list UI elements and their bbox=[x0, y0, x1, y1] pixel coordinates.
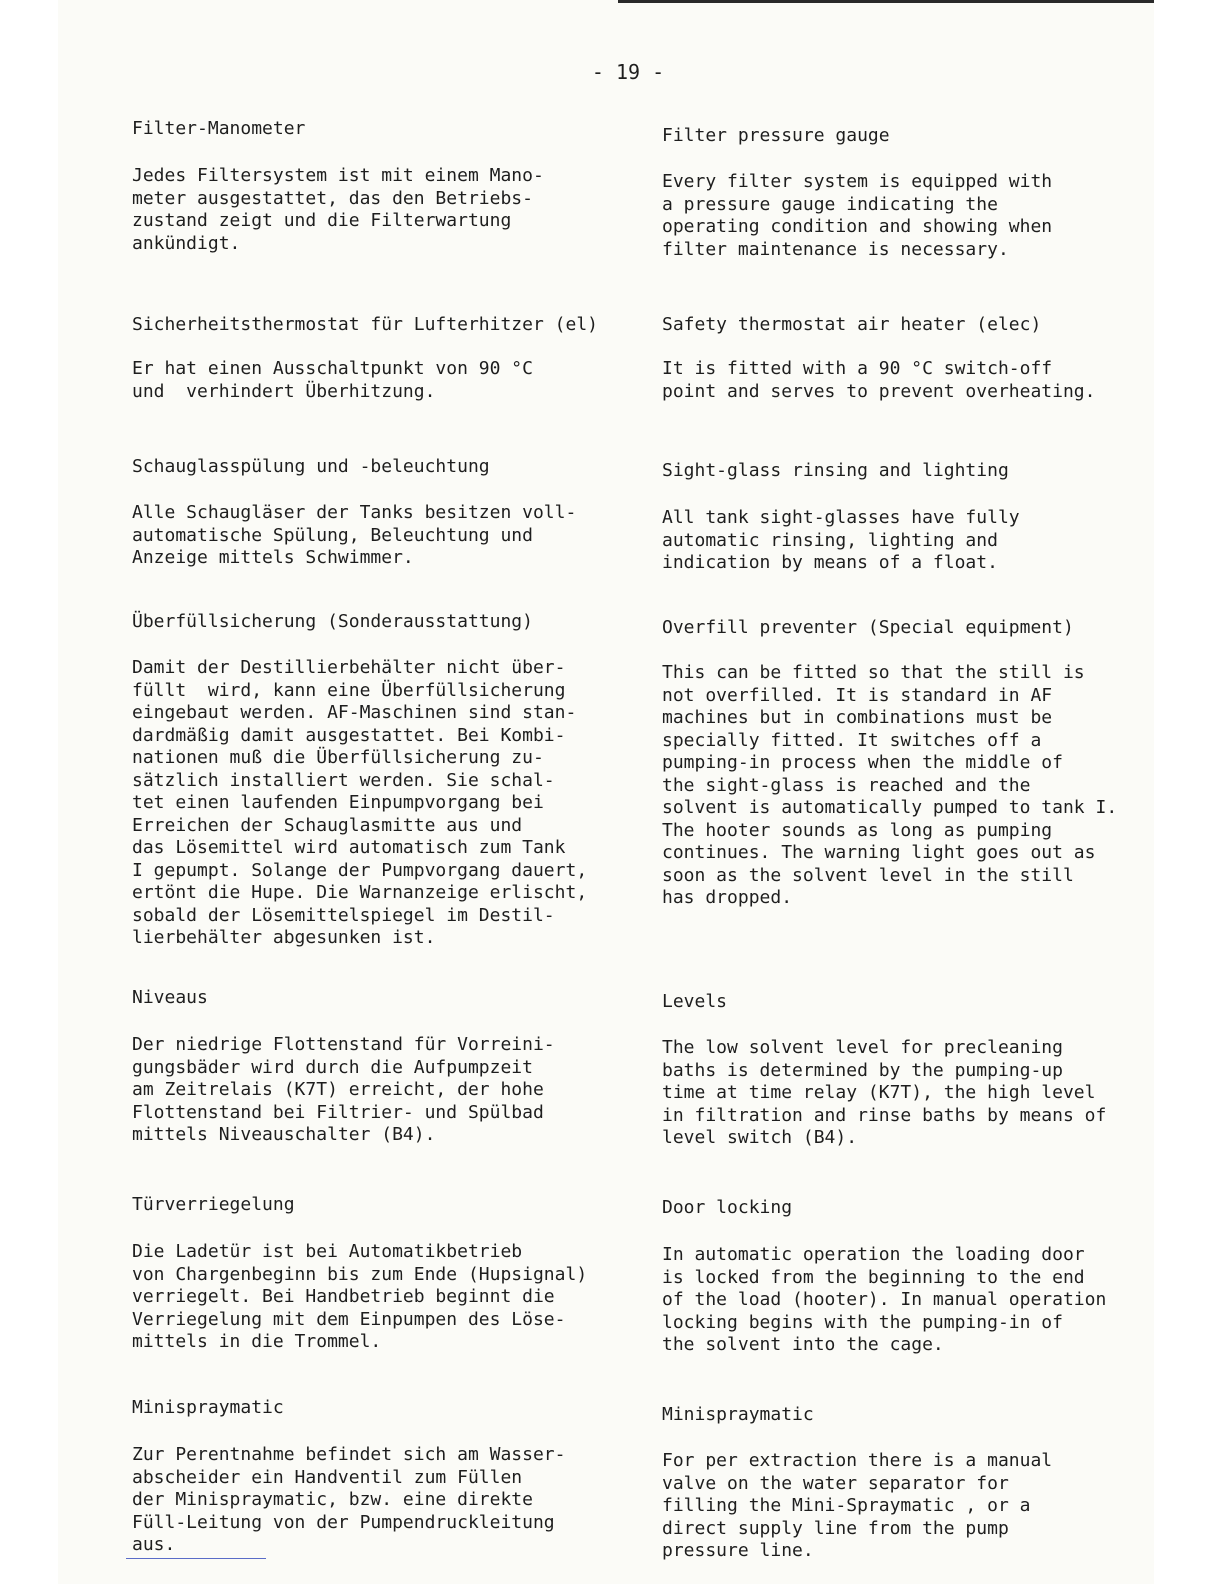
section-text-en: It is fitted with a 90 °C switch-off point and serves to prevent overheating. bbox=[662, 358, 1096, 402]
section-heading-en: Safety thermostat air heater (elec) bbox=[662, 314, 1042, 335]
section-text-en: Every filter system is equipped with a pressure gauge indicating the operating condition and showing when filter maintenance is necessary. bbox=[662, 171, 1053, 260]
scan-edge-line bbox=[618, 0, 1154, 3]
section-heading-en: Sight-glass rinsing and lighting bbox=[662, 460, 1009, 481]
section-text-de: Der niedrige Flottenstand für Vorreini- gungsbäder wird durch die Aufpumpzeit am Zeitrelais (K7T) erreicht, der hohe Flottenstand bei Filtrier- und Spülbad mittels Niveauschalter (B4). bbox=[132, 1034, 555, 1145]
section-heading-en: Overfill preventer (Special equipment) bbox=[662, 617, 1074, 638]
section-heading-de: Filter-Manometer bbox=[132, 118, 306, 139]
section-text-de: Die Ladetür ist bei Automatikbetrieb von Chargenbeginn bis zum Ende (Hupsignal) verriegelt. Bei Handbetrieb beginnt die Verriegelung mit dem Einpumpen des Löse- mittels in die Trommel. bbox=[132, 1241, 588, 1352]
scan-margin bbox=[0, 0, 58, 1584]
section-text-de: Zur Perentnahme befindet sich am Wasser- abscheider ein Handventil zum Füllen der Minispraymatic, bzw. eine direkte Füll-Leitung von der Pumpendruckleitung aus. bbox=[132, 1444, 566, 1555]
section-heading-en: Door locking bbox=[662, 1197, 793, 1218]
section-heading-de: Türverriegelung bbox=[132, 1194, 295, 1215]
section-text-en: The low solvent level for precleaning baths is determined by the pumping-up time at time relay (K7T), the high level in filtration and rinse baths by means of level switch (B4). bbox=[662, 1037, 1107, 1148]
section-heading-de: Minispraymatic bbox=[132, 1397, 284, 1418]
footer-rule bbox=[126, 1558, 266, 1559]
section-text-en: For per extraction there is a manual valve on the water separator for filling the Mini-Spraymatic , or a direct supply line from the pump pressure line. bbox=[662, 1450, 1053, 1561]
section-heading-de: Sicherheitsthermostat für Lufterhitzer (el) bbox=[132, 314, 598, 335]
section-text-en: In automatic operation the loading door is locked from the beginning to the end of the load (hooter). In manual operation locking begins with the pumping-in of the solvent into the cage. bbox=[662, 1244, 1107, 1355]
section-heading-de: Überfüllsicherung (Sonderausstattung) bbox=[132, 611, 533, 632]
section-heading-de: Niveaus bbox=[132, 987, 208, 1008]
section-heading-en: Minispraymatic bbox=[662, 1404, 814, 1425]
section-heading-en: Levels bbox=[662, 991, 728, 1012]
section-text-de: Damit der Destillierbehälter nicht über- füllt wird, kann eine Überfüllsicherung eingebaut werden. AF-Maschinen sind stan- dardmäßig damit ausgestattet. Bei Kombi- nationen muß die Überfüllsicherung zu- sätzlich installiert werden. Sie schal- tet einen laufenden Einpumpvorgang bei Erreichen der Schauglasmitte aus und das Lösemittel wird automatisch zum Tank I gepumpt. Solange der Pumpvorgang dauert, ertönt die Hupe. Die Warnanzeige erlischt, sobald der Lösemittelspiegel im Destil- lierbehälter abgesunken ist. bbox=[132, 657, 588, 948]
section-text-de: Jedes Filtersystem ist mit einem Mano- meter ausgestattet, das den Betriebs- zustand zeigt und die Filterwartung ankündigt. bbox=[132, 165, 544, 254]
section-heading-de: Schauglasspülung und -beleuchtung bbox=[132, 456, 490, 477]
section-text-de: Alle Schaugläser der Tanks besitzen voll- automatische Spülung, Beleuchtung und Anzeige mittels Schwimmer. bbox=[132, 502, 577, 568]
section-heading-en: Filter pressure gauge bbox=[662, 125, 890, 146]
section-text-en: All tank sight-glasses have fully automatic rinsing, lighting and indication by means of a float. bbox=[662, 507, 1020, 573]
section-text-en: This can be fitted so that the still is not overfilled. It is standard in AF machines but in combinations must be specially fitted. It switches off a pumping-in process when the middle of the sight-glass is reached and the solvent is automatically pumped to tank I. The hooter sounds as long as pumping continues. The warning light goes out as soon as the solvent level in the still has dropped. bbox=[662, 662, 1118, 908]
document-page bbox=[58, 0, 1154, 1584]
page-number: - 19 - bbox=[591, 60, 665, 84]
section-text-de: Er hat einen Ausschaltpunkt von 90 °C und verhindert Überhitzung. bbox=[132, 358, 533, 402]
